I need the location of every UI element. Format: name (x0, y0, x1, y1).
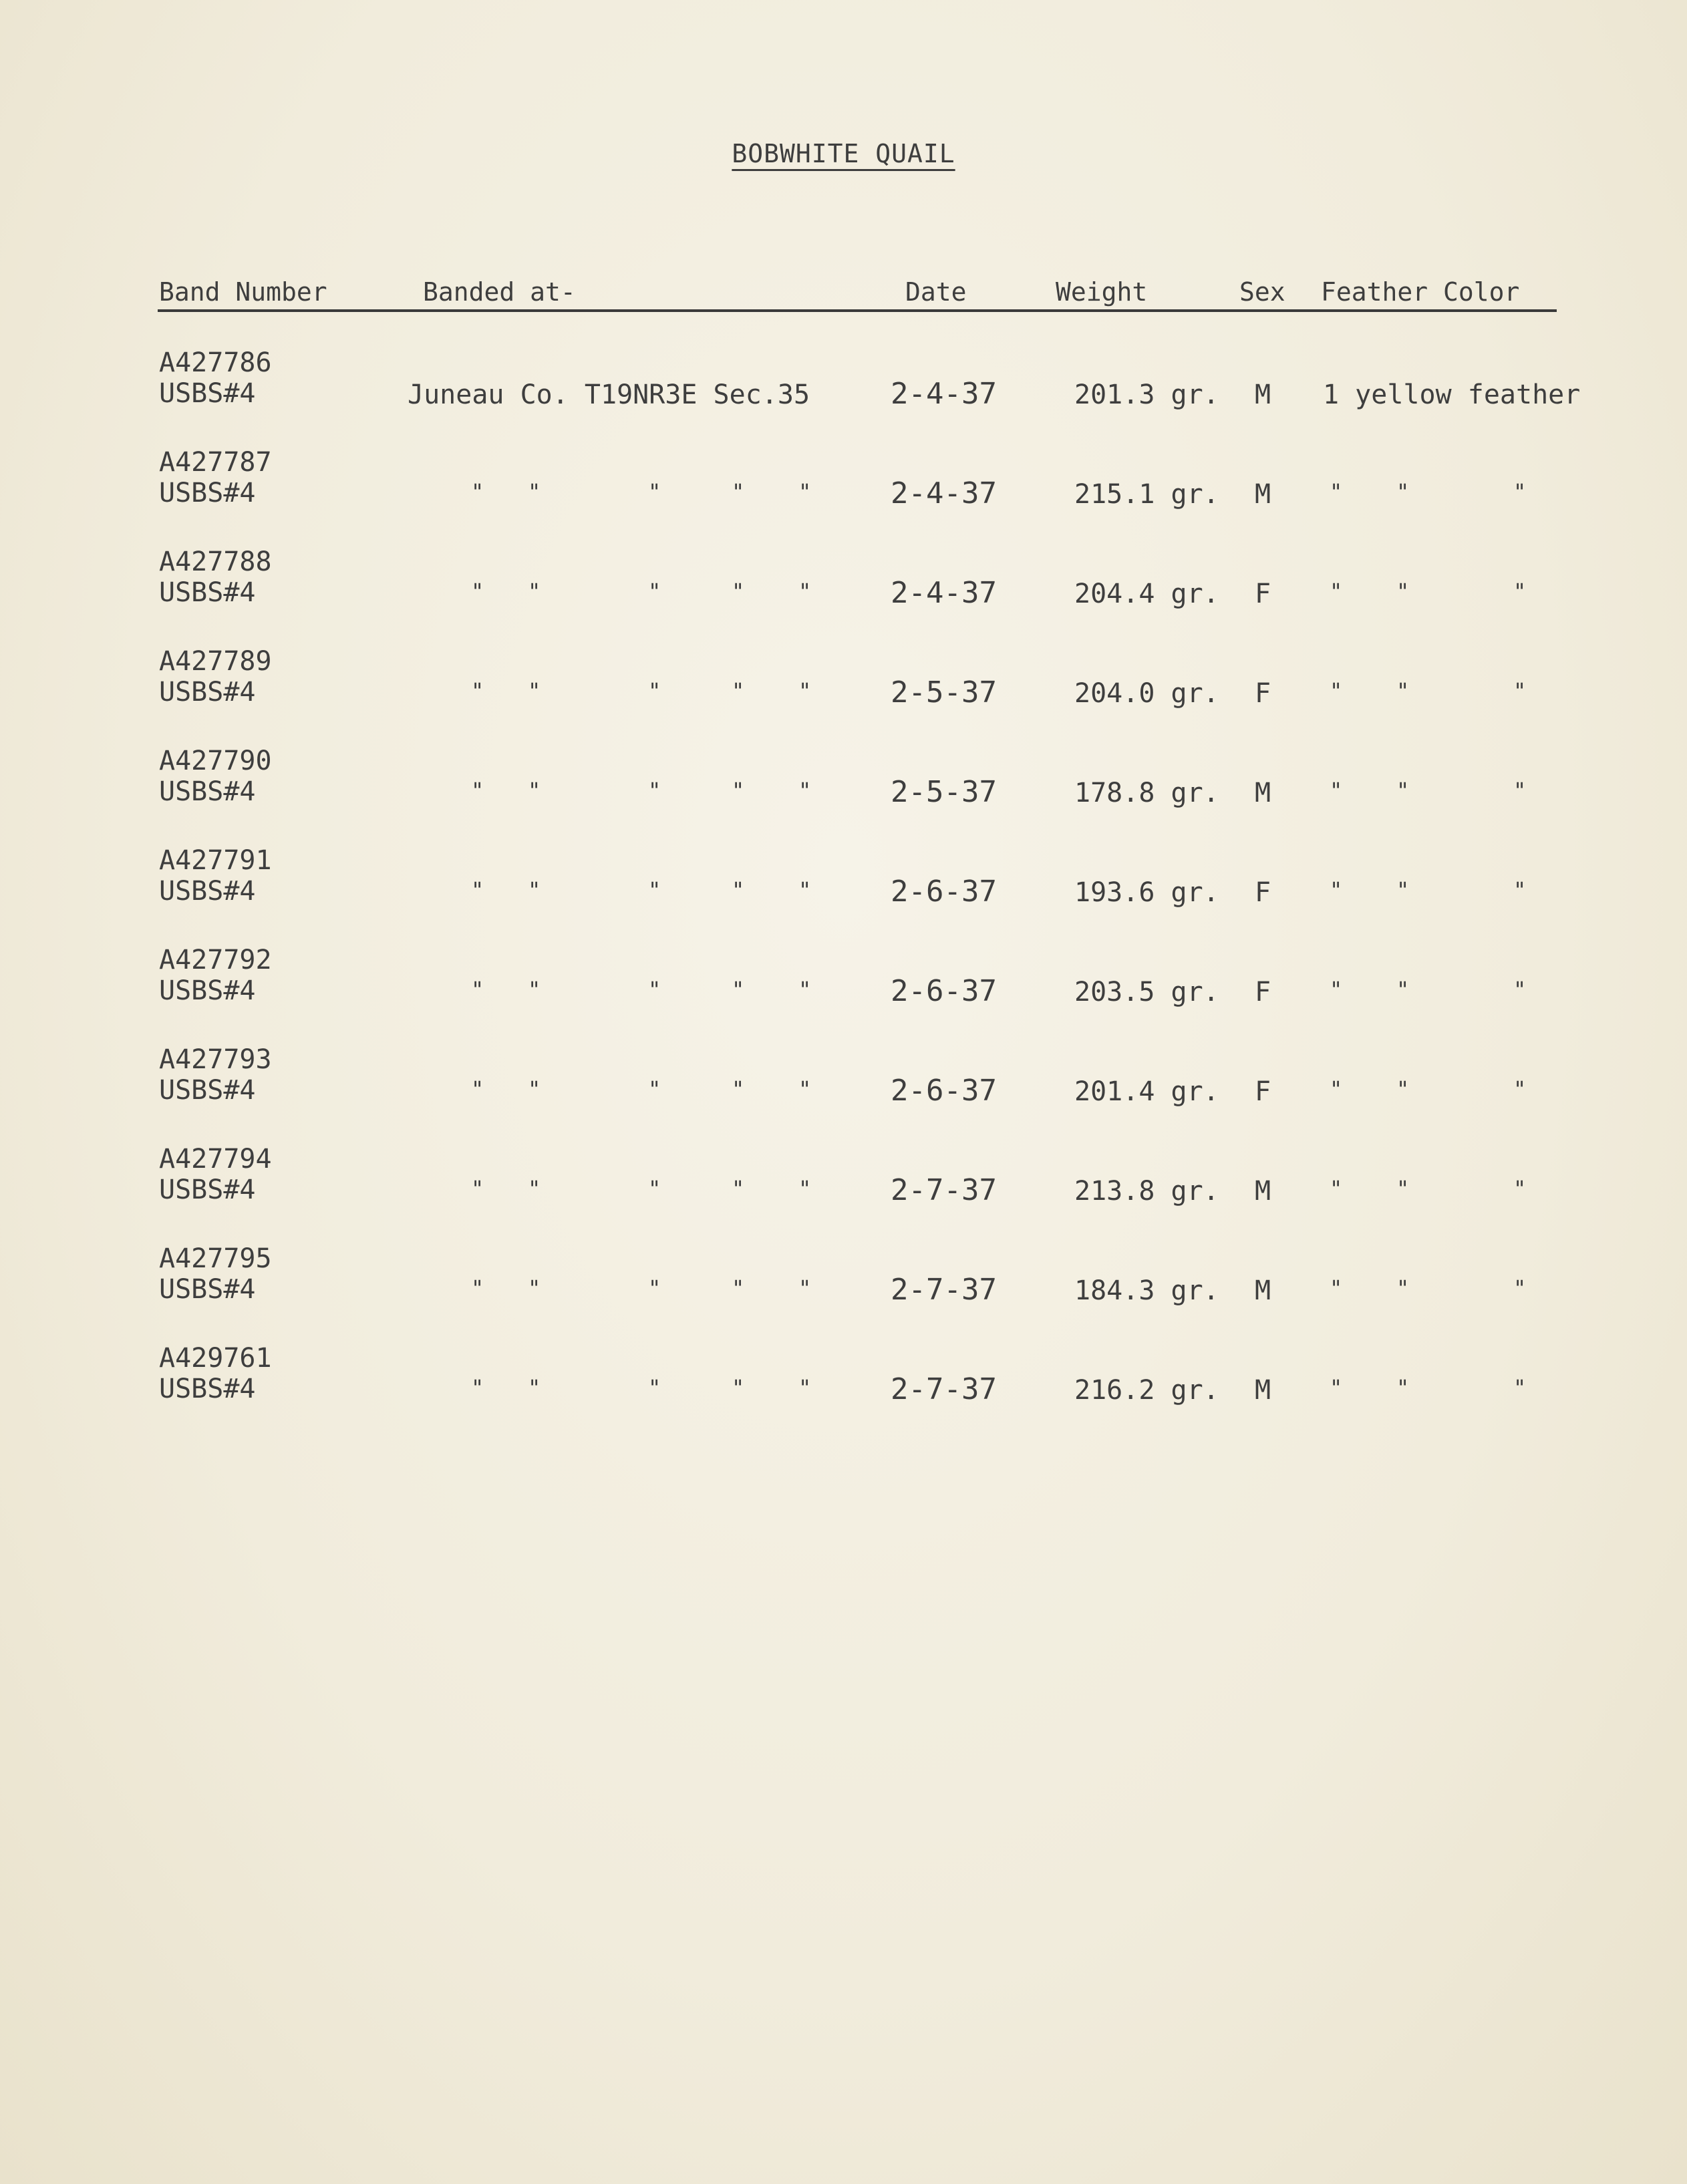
ditto-mark: " (471, 678, 484, 704)
sex-cell: F (1255, 977, 1271, 1007)
weight-cell: 204.0 gr. (1074, 678, 1219, 709)
ditto-mark: " (1330, 1076, 1343, 1102)
ditto-mark: " (732, 778, 745, 803)
ditto-mark: " (1513, 1375, 1527, 1400)
ditto-mark: " (1330, 877, 1343, 903)
page-title: BOBWHITE QUAIL (732, 139, 955, 168)
header-feather-color: Feather Color (1321, 277, 1520, 307)
ditto-mark: " (732, 1176, 745, 1201)
ditto-mark: " (528, 977, 541, 1002)
table-row (0, 1044, 1687, 1124)
ditto-mark: " (1330, 977, 1343, 1002)
band-series: USBS#4 (159, 1274, 256, 1305)
date-cell: 2-4-37 (891, 576, 997, 610)
band-number (159, 1144, 272, 1205)
weight-cell: 201.3 gr. (1074, 379, 1219, 410)
date-cell: 2-7-37 (891, 1372, 997, 1406)
sex-cell: M (1255, 1176, 1271, 1207)
sex-cell: M (1255, 778, 1271, 808)
ditto-mark: " (1396, 778, 1410, 803)
band-series: USBS#4 (159, 677, 256, 708)
ditto-mark: " (648, 1275, 661, 1301)
ditto-mark: " (648, 579, 661, 604)
weight-cell: 203.5 gr. (1074, 977, 1219, 1007)
ditto-mark: " (732, 977, 745, 1002)
band-id: A427791 (159, 845, 272, 876)
ditto-mark: " (732, 479, 745, 504)
ditto-mark: " (471, 579, 484, 604)
date-cell: 2-5-37 (891, 675, 997, 710)
header-banded-at: Banded at- (423, 277, 576, 307)
date-cell: 2-7-37 (891, 1273, 997, 1307)
ditto-mark: " (471, 877, 484, 903)
band-series: USBS#4 (159, 1075, 256, 1106)
ditto-mark: " (648, 1375, 661, 1400)
weight-cell: 178.8 gr. (1074, 778, 1219, 808)
ditto-mark: " (1513, 1275, 1527, 1301)
table-row (0, 547, 1687, 627)
ditto-mark: " (1513, 1076, 1527, 1102)
weight-cell: 213.8 gr. (1074, 1176, 1219, 1207)
band-number (159, 547, 272, 608)
band-number (159, 1243, 272, 1305)
band-id: A427786 (159, 347, 272, 378)
ditto-mark: " (1330, 1176, 1343, 1201)
ditto-mark: " (798, 678, 812, 704)
ditto-mark: " (1396, 1076, 1410, 1102)
ditto-mark: " (1513, 877, 1527, 903)
band-number (159, 845, 272, 907)
ditto-mark: " (798, 1275, 812, 1301)
ditto-mark: " (798, 579, 812, 604)
band-id: A427787 (159, 447, 272, 478)
band-series: USBS#4 (159, 577, 256, 608)
ditto-mark: " (471, 778, 484, 803)
weight-cell: 184.3 gr. (1074, 1275, 1219, 1306)
ditto-mark: " (798, 479, 812, 504)
band-id: A427793 (159, 1044, 272, 1075)
sex-cell: M (1255, 1275, 1271, 1306)
band-series: USBS#4 (159, 478, 256, 508)
table-row (0, 447, 1687, 527)
weight-cell: 204.4 gr. (1074, 579, 1219, 609)
ditto-mark: " (1513, 977, 1527, 1002)
ditto-mark: " (528, 678, 541, 704)
weight-cell: 215.1 gr. (1074, 479, 1219, 510)
sex-cell: M (1255, 479, 1271, 510)
band-number (159, 1044, 272, 1106)
ditto-mark: " (648, 479, 661, 504)
ditto-mark: " (648, 778, 661, 803)
sex-cell: M (1255, 1375, 1271, 1406)
ditto-mark: " (648, 678, 661, 704)
sex-cell: F (1255, 579, 1271, 609)
weight-cell: 201.4 gr. (1074, 1076, 1219, 1107)
header-band-number: Band Number (159, 277, 327, 307)
ditto-mark: " (648, 1076, 661, 1102)
band-number (159, 447, 272, 508)
banded-at-location: Juneau Co. T19NR3E Sec.35 (408, 379, 810, 410)
date-cell: 2-4-37 (891, 476, 997, 510)
ditto-mark: " (1330, 778, 1343, 803)
ditto-mark: " (471, 479, 484, 504)
date-cell: 2-7-37 (891, 1173, 997, 1207)
ditto-mark: " (1513, 678, 1527, 704)
ditto-mark: " (1396, 479, 1410, 504)
sex-cell: F (1255, 877, 1271, 908)
header-date: Date (905, 277, 967, 307)
date-cell: 2-5-37 (891, 775, 997, 809)
ditto-mark: " (528, 1275, 541, 1301)
weight-cell: 216.2 gr. (1074, 1375, 1219, 1406)
ditto-mark: " (528, 1176, 541, 1201)
table-row (0, 347, 1687, 428)
band-series: USBS#4 (159, 776, 256, 807)
ditto-mark: " (648, 977, 661, 1002)
date-cell: 2-6-37 (891, 875, 997, 909)
ditto-mark: " (471, 977, 484, 1002)
ditto-mark: " (471, 1275, 484, 1301)
ditto-mark: " (1396, 579, 1410, 604)
band-id: A427795 (159, 1243, 272, 1274)
ditto-mark: " (732, 877, 745, 903)
table-row (0, 746, 1687, 826)
ditto-mark: " (648, 877, 661, 903)
ditto-mark: " (1330, 1275, 1343, 1301)
table-row (0, 1144, 1687, 1224)
ditto-mark: " (1513, 579, 1527, 604)
ditto-mark: " (1396, 1176, 1410, 1201)
band-series: USBS#4 (159, 1175, 256, 1205)
ditto-mark: " (528, 877, 541, 903)
band-number (159, 1343, 272, 1404)
table-row (0, 1243, 1687, 1323)
ditto-mark: " (798, 1176, 812, 1201)
band-series: USBS#4 (159, 1374, 256, 1404)
table-row (0, 845, 1687, 925)
ditto-mark: " (528, 1375, 541, 1400)
band-number (159, 945, 272, 1006)
ditto-mark: " (732, 1375, 745, 1400)
ditto-mark: " (732, 1076, 745, 1102)
ditto-mark: " (471, 1076, 484, 1102)
ditto-mark: " (528, 778, 541, 803)
table-row (0, 945, 1687, 1025)
ditto-mark: " (1396, 1375, 1410, 1400)
band-series: USBS#4 (159, 378, 256, 409)
ditto-mark: " (1396, 977, 1410, 1002)
ditto-mark: " (1513, 1176, 1527, 1201)
sex-cell: F (1255, 678, 1271, 709)
ditto-mark: " (1396, 678, 1410, 704)
table-row (0, 1343, 1687, 1423)
band-series: USBS#4 (159, 975, 256, 1006)
ditto-mark: " (798, 977, 812, 1002)
sex-cell: M (1255, 379, 1271, 410)
ditto-mark: " (648, 1176, 661, 1201)
ditto-mark: " (1330, 678, 1343, 704)
band-id: A427792 (159, 945, 272, 975)
ditto-mark: " (1330, 479, 1343, 504)
ditto-mark: " (1330, 579, 1343, 604)
date-cell: 2-4-37 (891, 377, 997, 411)
ditto-mark: " (528, 1076, 541, 1102)
weight-cell: 193.6 gr. (1074, 877, 1219, 908)
header-weight: Weight (1056, 277, 1148, 307)
ditto-mark: " (1513, 778, 1527, 803)
band-id: A427789 (159, 646, 272, 677)
band-id: A427788 (159, 547, 272, 577)
ditto-mark: " (1513, 479, 1527, 504)
ditto-mark: " (732, 579, 745, 604)
header-sex: Sex (1239, 277, 1285, 307)
band-id: A427790 (159, 746, 272, 776)
ditto-mark: " (732, 678, 745, 704)
date-cell: 2-6-37 (891, 974, 997, 1008)
ditto-mark: " (798, 1076, 812, 1102)
band-id: A427794 (159, 1144, 272, 1175)
ditto-mark: " (471, 1375, 484, 1400)
ditto-mark: " (1396, 877, 1410, 903)
band-id: A429761 (159, 1343, 272, 1374)
band-number (159, 646, 272, 708)
sex-cell: F (1255, 1076, 1271, 1107)
band-number (159, 347, 272, 409)
ditto-mark: " (798, 877, 812, 903)
band-number (159, 746, 272, 807)
date-cell: 2-6-37 (891, 1074, 997, 1108)
ditto-mark: " (528, 479, 541, 504)
ditto-mark: " (732, 1275, 745, 1301)
ditto-mark: " (528, 579, 541, 604)
ditto-mark: " (471, 1176, 484, 1201)
table-row (0, 646, 1687, 726)
ditto-mark: " (1396, 1275, 1410, 1301)
ditto-mark: " (798, 1375, 812, 1400)
band-series: USBS#4 (159, 876, 256, 907)
feather-color-cell: 1 yellow feather (1323, 379, 1581, 410)
ditto-mark: " (1330, 1375, 1343, 1400)
ditto-mark: " (798, 778, 812, 803)
